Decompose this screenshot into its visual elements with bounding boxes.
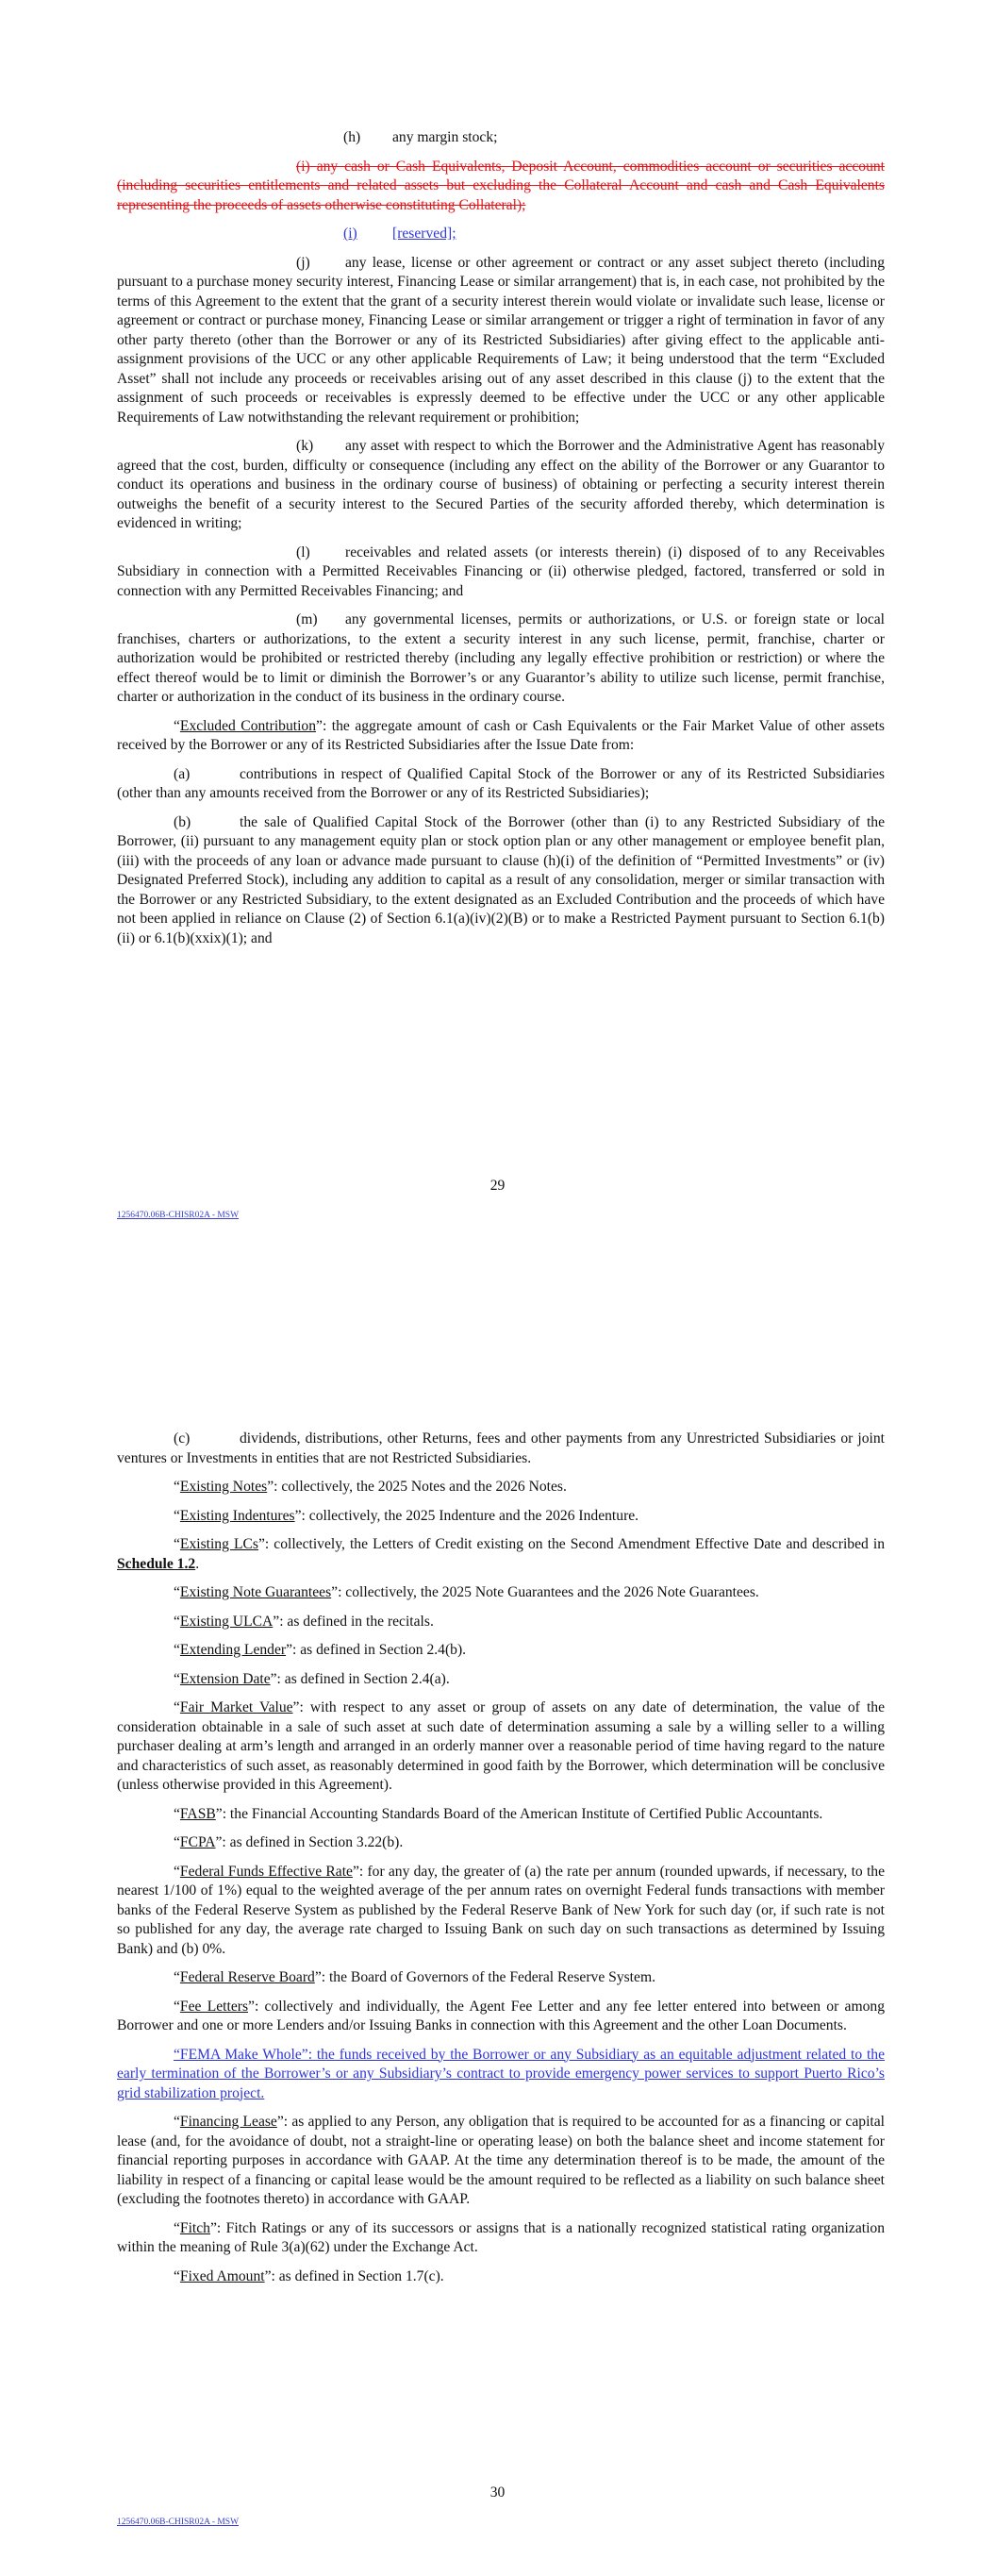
defined-term: Existing Indentures [179, 1507, 295, 1524]
clause-text: any margin stock; [392, 129, 498, 145]
clause-label: (h) [343, 129, 361, 145]
defined-term: Existing Notes [179, 1479, 268, 1495]
defined-term: Existing Note Guarantees [179, 1584, 332, 1600]
defined-term: Federal Reserve Board [179, 1969, 315, 1985]
definition-fcpa: “FCPA”: as defined in Section 3.22(b). [174, 1834, 404, 1850]
definition-financing-lease: “Financing Lease”: as applied to any Person, any obligation that is required to be accounted for as a financing or capital lease (and, for the avoidance of doubt, not a straight-line or operating lease) on both the balance sheet and income statement for financial reporting purposes in accordance with GAAP. At the time any determination thereof is to be made, the amount of the liability in respect of a financing or capital lease would be the amount required to be reflected as a liability on such balance sheet (excluding the footnotes thereto) in accordance with GAAP. [117, 2114, 885, 2207]
definition-text: : for any day, the greater of (a) the rate per annum (rounded upwards, if necessary, to the nearest 1/100 of 1%) equal to the weighted average of the per annum rates on overnight Federal funds transactions with member banks of the Federal Reserve System as published by the Federal Reserve Bank of New York for such day (or, if such rate is not so published for any day, the average rate charged to Issuing Bank on such day on such transactions as determined by Issuing Bank) and (b) 0%. [117, 1863, 885, 1957]
schedule-reference: Schedule 1.2 [117, 1555, 196, 1572]
page-30-body [117, 1430, 885, 2296]
clause-i-inserted [117, 225, 885, 244]
definition-existing-ulca: “Existing ULCA”: as defined in the recitals. [174, 1613, 434, 1630]
clause-label: (m) [296, 611, 318, 627]
definition-text: : as defined in Section 1.7(c). [271, 2267, 444, 2284]
definition-text: : the aggregate amount of cash or Cash Equivalents or the Fair Market Value of other assets received by the Borrower or any of its Restricted Subsidiaries after the Issue Date from: [117, 717, 885, 753]
definition-extension-date: “Extension Date”: as defined in Section 2.4(a). [174, 1670, 450, 1687]
clause-label: (j) [296, 254, 310, 271]
definition-text: : collectively and individually, the Agent Fee Letter and any fee letter entered into between or among Borrower and one or more Lenders and/or Issuing Banks in connection with this Agreement and the other Loan Documents. [117, 1998, 885, 2033]
clause-label: (c) [174, 1430, 191, 1447]
definition-federal-funds-effective-rate: “Federal Funds Effective Rate”: for any day, the greater of (a) the rate per annum (rounded upwards, if necessary, to the nearest 1/100 of 1%) equal to the weighted average of the per annum rates on overnight Federal funds transactions with member banks of the Federal Reserve System as published by the Federal Reserve Bank of New York for such day (or, if such rate is not so published for any day, the average rate charged to Issuing Bank on such day on such transactions as determined by Issuing Bank) and (b) 0%. [117, 1863, 885, 1957]
clause-h [117, 128, 885, 148]
definition-fasb: “FASB”: the Financial Accounting Standards Board of the American Institute of Certified Public Accountants. [174, 1805, 823, 1822]
deleted-label: (i) [296, 158, 310, 175]
defined-term: Extending Lender [179, 1642, 287, 1658]
definition-text: : collectively, the 2025 Note Guarantees and the 2026 Note Guarantees. [338, 1584, 759, 1600]
definition-text: : as defined in Section 2.4(a). [276, 1670, 450, 1687]
defined-term: Existing ULCA [179, 1613, 274, 1630]
clause-text: any asset with respect to which the Borrower and the Administrative Agent has reasonably agreed that the cost, burden, difficulty or consequence (including any effect on the ability of the Borrower or any Guarantor to conduct its operations and business in the ordinary course of business) of obtaining or perfecting a security interest therein outweighs the benefit of a security interest to the Secured Parties of the security afforded thereby, which determination is evidenced in writing; [117, 438, 885, 531]
defined-term: Extension Date [179, 1670, 271, 1687]
clause-l [117, 544, 885, 602]
definition-end: . [195, 1555, 200, 1572]
clause-label: (l) [296, 544, 310, 560]
definition-fee-letters: “Fee Letters”: collectively and individually, the Agent Fee Letter and any fee letter entered into between or among Borrower and one or more Lenders and/or Issuing Banks in connection with this Agreement and the other Loan Documents. [117, 1998, 885, 2033]
defined-term: FASB [179, 1805, 216, 1822]
clause-b [117, 813, 885, 949]
inserted-text: [reserved]; [392, 226, 456, 242]
definition-text: : collectively, the Letters of Credit existing on the Second Amendment Effective Date and described in [264, 1536, 885, 1552]
document-id[interactable]: 1256470.06B-CHISR02A - MSW [117, 1211, 240, 1220]
clause-k [117, 437, 885, 534]
inserted-text: “FEMA Make Whole”: the funds received by the Borrower or any Subsidiary as an equitable adjustment related to the early termination of the Borrower’s or any Subsidiary’s contract to provide emergency power services to support Puerto Rico’s grid stabilization project. [117, 2046, 885, 2101]
defined-term: Federal Funds Effective Rate [179, 1863, 353, 1880]
definition-text: : as defined in Section 2.4(b). [292, 1642, 467, 1658]
clause-text: dividends, distributions, other Returns, fees and other payments from any Unrestricted Subsidiaries or joint ventures or Investments in entities that are not Restricted Subsidiaries. [117, 1430, 885, 1466]
definition-text: : the Financial Accounting Standards Board of the American Institute of Certified Public Accountants. [222, 1805, 823, 1822]
definition-text: : as defined in Section 3.22(b). [222, 1834, 404, 1850]
clause-j [117, 254, 885, 428]
definition-text: : as defined in the recitals. [279, 1613, 434, 1630]
definition-fema-make-whole-inserted [117, 2046, 885, 2104]
defined-term: Fee Letters [179, 1998, 249, 2015]
clause-m [117, 611, 885, 708]
definition-federal-reserve-board: “Federal Reserve Board”: the Board of Governors of the Federal Reserve System. [174, 1969, 655, 1985]
clause-text: the sale of Qualified Capital Stock of the Borrower (other than (i) to any Restricted Subsidiary of the Borrower, (ii) pursuant to any management equity plan or stock option plan or any other management or employee benefit plan, (iii) with the proceeds of any loan or advance made pursuant to clause (h)(i) of the definition of “Permitted Investments” or (iv) Designated Preferred Stock), including any addition to capital as a result of any consolidation, merger or similar transaction with the Borrower or any Restricted Subsidiary, to the extent designated as an Excluded Contribution and the proceeds of which have not been applied in reliance on Clause (2) of Section 6.1(a)(iv)(2)(B) or to make a Restricted Payment pursuant to Section 6.1(b)(ii) or 6.1(b)(xxix)(1); and [117, 813, 885, 946]
clause-label: (a) [174, 765, 191, 782]
definition-existing-note-guarantees: “Existing Note Guarantees”: collectively, the 2025 Note Guarantees and the 2026 Note Guarantees. [174, 1584, 759, 1600]
deleted-text: any cash or Cash Equivalents, Deposit Account, commodities account or securities account (including securities entitlements and related assets but excluding the Collateral Account and cash and Cash Equivalents representing the proceeds of assets otherwise constituting Collateral); [117, 158, 885, 213]
clause-c [117, 1430, 885, 1468]
clause-a [117, 765, 885, 804]
page-30 [0, 1288, 995, 2576]
definition-text: : Fitch Ratings or any of its successors or assigns that is a nationally recognized statistical rating organization within the meaning of Rule 3(a)(62) under the Exchange Act. [117, 2219, 885, 2255]
page-29-body [117, 128, 885, 958]
definition-text: : the Board of Governors of the Federal Reserve System. [321, 1969, 655, 1985]
defined-term: Excluded Contribution [179, 717, 317, 734]
clause-i-deleted [117, 158, 885, 216]
definition-fair-market-value: “Fair Market Value”: with respect to any asset or group of assets on any date of determination, the value of the consideration obtainable in a sale of such asset at such date of determination assuming a sale by a willing seller to a willing purchaser dealing at arm’s length and arranged in an orderly manner over a reasonable period of time having regard to the nature and characteristics of such asset, as reasonably determined in good faith by the Borrower, which determination will be conclusive (unless otherwise provided in this Agreement). [117, 1699, 886, 1793]
definition-text: : collectively, the 2025 Notes and the 2026 Notes. [274, 1479, 567, 1495]
definition-text: : with respect to any asset or group of assets on any date of determination, the value of the consideration obtainable in a sale of such asset at such date of determination assuming a sale by a willing seller to a willing purchaser dealing at arm’s length and arranged in an orderly manner over a reasonable period of time having regard to the nature and characteristics of such asset, as reasonably determined in good faith by the Borrower, which determination will be conclusive (unless otherwise provided in this Agreement). [117, 1699, 886, 1793]
inserted-label: (i) [343, 226, 357, 242]
definition-existing-notes: “Existing Notes”: collectively, the 2025 Notes and the 2026 Notes. [174, 1479, 567, 1495]
page-number: 30 [489, 2484, 506, 2501]
defined-term: Fixed Amount [179, 2267, 265, 2284]
defined-term: Existing LCs [179, 1536, 258, 1552]
definition-fitch: “Fitch”: Fitch Ratings or any of its successors or assigns that is a nationally recognized statistical rating organization within the meaning of Rule 3(a)(62) under the Exchange Act. [117, 2219, 885, 2255]
defined-term: Fair Market Value [179, 1699, 293, 1715]
definition-text: : as applied to any Person, any obligation that is required to be accounted for as a financing or capital lease (and, for the avoidance of doubt, not a straight-line or operating lease) on both the balance sheet and income statement for financial reporting purposes in accordance with GAAP. At the time any determination thereof is to be made, the amount of the liability in respect of a financing or capital lease would be the amount required to be reflected as a liability on such balance sheet (excluding the footnotes thereto) in accordance with GAAP. [117, 2114, 885, 2207]
clause-text: contributions in respect of Qualified Capital Stock of the Borrower or any of its Restricted Subsidiaries (other than any amounts received from the Borrower or any of its Restricted Subsidiaries); [117, 765, 885, 801]
document-id[interactable]: 1256470.06B-CHISR02A - MSW [117, 2517, 240, 2527]
clause-text: any governmental licenses, permits or authorizations, or U.S. or foreign state or local franchises, charters or authorizations, to the extent a security interest in any such license, permit, franchise, charter or authorization would be prohibited or restricted thereby (including any legally effective prohibition or restriction) or where the effect thereof would be to limit or diminish the Borrower’s or any Guarantor’s ability to utilize such license, permit franchise, charter or authorization in the conduct of its business in the ordinary course. [117, 611, 885, 705]
definition-existing-indentures: “Existing Indentures”: collectively, the 2025 Indenture and the 2026 Indenture. [174, 1507, 639, 1524]
clause-text: any lease, license or other agreement or contract or any asset subject thereto (including pursuant to a purchase money security interest, Financing Lease or similar arrangement) that is, in each case, not prohibited by the terms of this Agreement to the extent that the grant of a security interest therein would violate or invalidate such lease, license or agreement or contract or purchase money, Financing Lease or similar arrangement or trigger a right of termination in favor of any other party thereto (other than the Borrower or any of its Restricted Subsidiaries) after giving effect to the applicable anti-assignment provisions of the UCC or any other applicable Requirements of Law; it being understood that the term “Excluded Asset” shall not include any proceeds or receivables arising out of any asset described in this clause (j) to the extent that the assignment of such proceeds or receivables is expressly deemed to be effective under the UCC or any other applicable Requirements of Law notwithstanding the relevant requirement or prohibition; [117, 254, 885, 426]
page-number: 29 [489, 1178, 506, 1194]
defined-term: FCPA [179, 1834, 216, 1850]
definition-extending-lender: “Extending Lender”: as defined in Section 2.4(b). [174, 1642, 467, 1658]
clause-label: (b) [174, 813, 191, 830]
defined-term: Financing Lease [179, 2114, 277, 2130]
clause-label: (k) [296, 438, 314, 454]
definition-existing-lcs: “Existing LCs”: collectively, the Letters of Credit existing on the Second Amendment Effective Date and described in Schedule 1.2. [117, 1536, 885, 1572]
definition-text: : collectively, the 2025 Indenture and the 2026 Indenture. [301, 1507, 639, 1524]
clause-text: receivables and related assets (or interests therein) (i) disposed of to any Receivables Subsidiary in connection with a Permitted Receivables Financing or (ii) otherwise pledged, factored, transferred or sold in connection with any Permitted Receivables Financing; and [117, 544, 885, 599]
defined-term: Fitch [179, 2219, 210, 2236]
definition-excluded-contribution: “Excluded Contribution”: the aggregate amount of cash or Cash Equivalents or the Fair Market Value of other assets received by the Borrower or any of its Restricted Subsidiaries after the Issue Date from: [117, 717, 885, 753]
definition-fixed-amount: “Fixed Amount”: as defined in Section 1.7(c). [174, 2267, 444, 2284]
